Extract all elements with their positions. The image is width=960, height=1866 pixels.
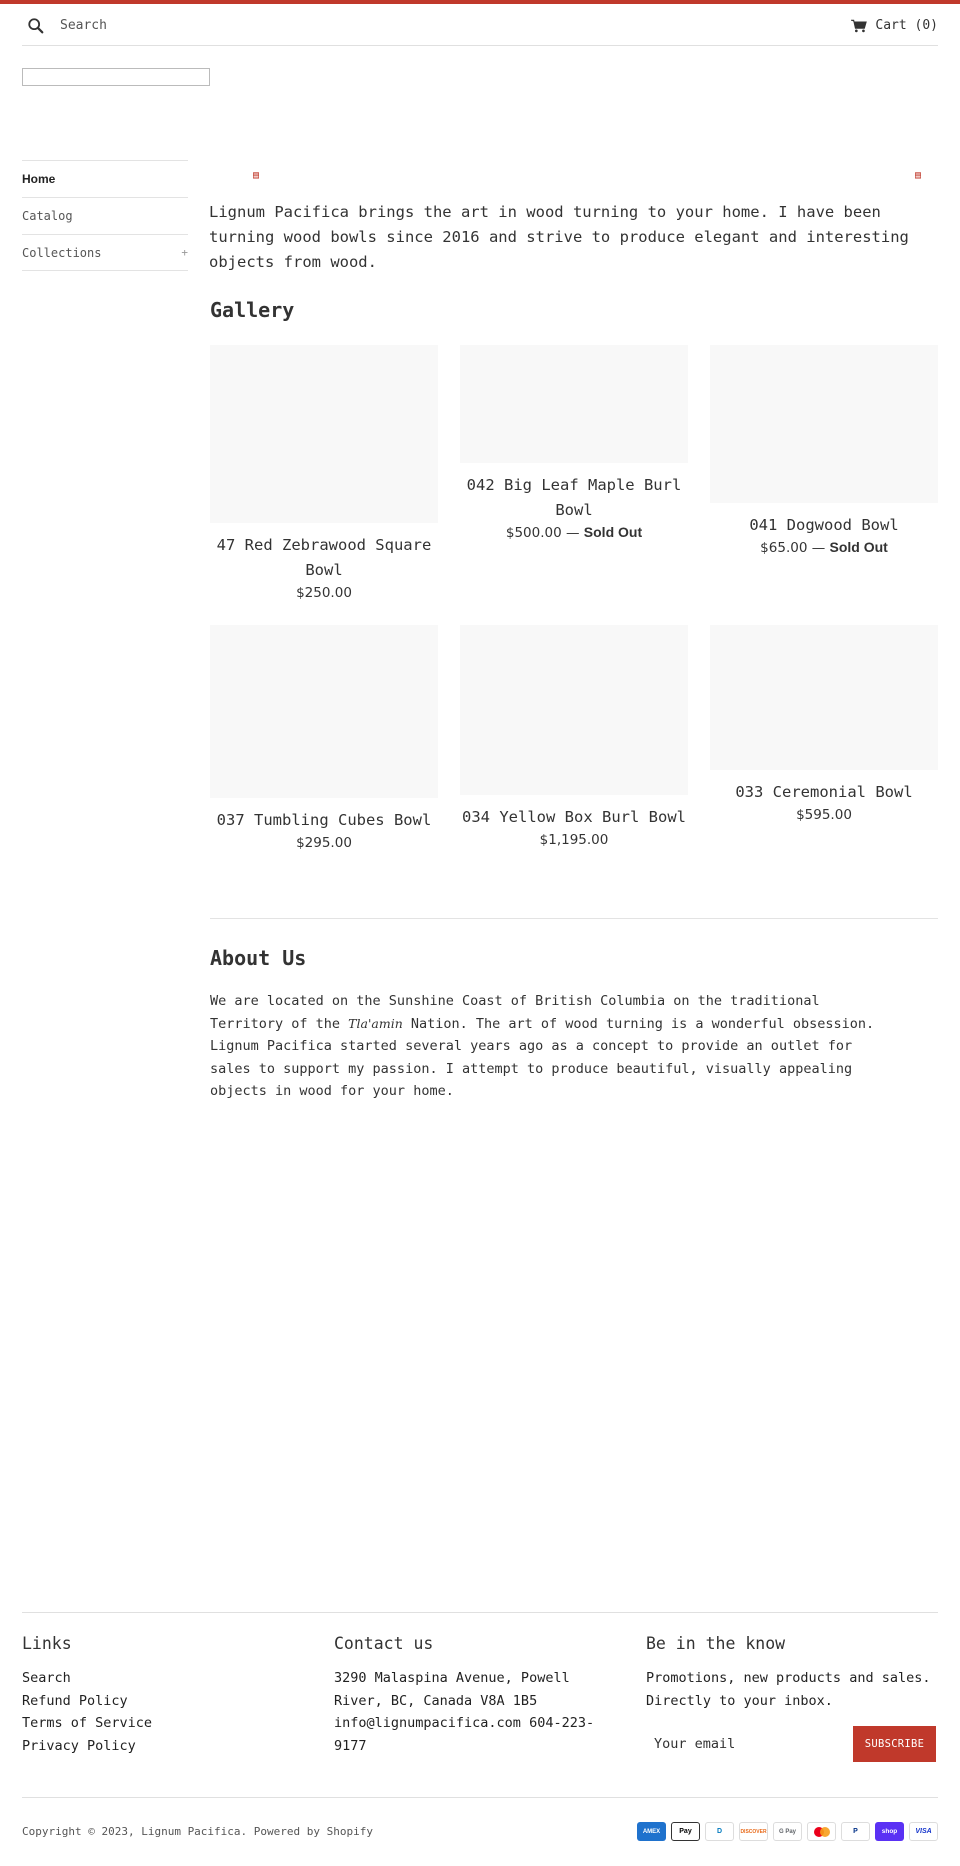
- sold-out-badge: Sold Out: [583, 524, 643, 540]
- product-title[interactable]: 47 Red Zebrawood Square Bowl: [216, 536, 432, 579]
- gallery-title: Gallery: [210, 298, 295, 322]
- product-price: [210, 834, 438, 851]
- price-value: $295.00: [296, 835, 352, 851]
- product-card[interactable]: [210, 625, 438, 851]
- shop-pay-icon: shop: [875, 1822, 904, 1841]
- about-text-part: We are located on the Sunshine Coast of British Columbia on the traditional Territory of the: [210, 993, 820, 1032]
- product-image[interactable]: [210, 345, 438, 523]
- mastercard-logo: [812, 1826, 832, 1838]
- footer-link-terms-of-service[interactable]: Terms of Service: [22, 1715, 153, 1731]
- product-title[interactable]: 041 Dogwood Bowl: [749, 516, 899, 534]
- product-card[interactable]: [710, 345, 938, 556]
- product-title[interactable]: 034 Yellow Box Burl Bowl: [462, 808, 686, 826]
- sidebar-item-label: Home: [22, 172, 56, 186]
- newsletter-text: Promotions, new products and sales. Directly to your inbox.: [646, 1670, 931, 1709]
- email-input[interactable]: [646, 1726, 852, 1762]
- sidebar-nav: [22, 160, 188, 271]
- product-card[interactable]: [460, 345, 688, 541]
- apple-pay-icon: Pay: [671, 1822, 700, 1841]
- footer-newsletter-title: Be in the know: [646, 1634, 786, 1653]
- footer-links: [22, 1634, 302, 1757]
- footer-contact-title: Contact us: [334, 1634, 434, 1653]
- product-card[interactable]: [460, 625, 688, 848]
- price-value: $595.00: [796, 807, 852, 823]
- mastercard-icon: [807, 1822, 836, 1841]
- contact-details: 3290 Malaspina Avenue, Powell River, BC, Canada V8A 1B5 info@lignumpacifica.com 604-223-9177: [334, 1670, 595, 1754]
- newsletter-form: [646, 1726, 938, 1762]
- amex-icon: AMEX: [637, 1822, 666, 1841]
- product-price: [460, 524, 688, 541]
- product-image[interactable]: [460, 345, 688, 463]
- header: [22, 4, 938, 46]
- price-value: $1,195.00: [539, 832, 609, 848]
- price-value: $250.00: [296, 585, 352, 601]
- sidebar-item-label: Collections: [22, 245, 102, 260]
- google-pay-icon: G Pay: [773, 1822, 802, 1841]
- product-price: [710, 806, 938, 823]
- footer-divider: [22, 1612, 938, 1613]
- about-text-part: Nation. The art of wood turning is a wonderful obsession. Lignum Pacifica started several years ago as a concept to provide an outlet for sales to support my passion. I attempt to produce beautiful, visually appealing objects in wood for your home.: [210, 1015, 875, 1099]
- cart-icon: [851, 19, 867, 33]
- footer-link-refund-policy[interactable]: Refund Policy: [22, 1692, 128, 1709]
- subscribe-button[interactable]: SUBSCRIBE: [853, 1726, 936, 1762]
- search-icon[interactable]: [27, 17, 45, 35]
- sidebar-item-catalog[interactable]: [22, 197, 188, 234]
- main-content: [209, 160, 938, 1099]
- product-image[interactable]: [710, 345, 938, 503]
- product-price: [710, 539, 938, 556]
- footer-newsletter: [646, 1634, 938, 1712]
- copyright: Copyright © 2023, Lignum Pacifica. Powered by Shopify: [22, 1825, 373, 1838]
- product-image[interactable]: [210, 625, 438, 798]
- paypal-icon: P: [841, 1822, 870, 1841]
- price-value: $500.00 —: [505, 525, 580, 541]
- product-title[interactable]: 037 Tumbling Cubes Bowl: [216, 811, 432, 829]
- product-image[interactable]: [460, 625, 688, 795]
- product-price: [460, 831, 688, 848]
- about-text: [210, 990, 900, 1103]
- footer-links-title: Links: [22, 1634, 72, 1653]
- intro-text: Lignum Pacifica brings the art in wood turning to your home. I have been turning wood bowls since 2016 and strive to produce elegant and interesting objects from wood.: [209, 203, 909, 271]
- footer-link-search[interactable]: Search: [22, 1670, 71, 1686]
- slide-prev-icon[interactable]: ▤: [253, 170, 260, 181]
- product-price: [210, 584, 438, 601]
- discover-icon: DISCOVER: [739, 1822, 768, 1841]
- footer-divider: [22, 1797, 938, 1798]
- about-title: About Us: [210, 946, 307, 970]
- sidebar-item-home[interactable]: [22, 160, 188, 197]
- search-input[interactable]: [60, 12, 360, 38]
- slide-next-icon[interactable]: ▤: [914, 170, 921, 181]
- section-divider: [210, 918, 938, 919]
- product-image[interactable]: [710, 625, 938, 770]
- visa-icon: VISA: [909, 1822, 938, 1841]
- diners-club-icon: D: [705, 1822, 734, 1841]
- product-title[interactable]: 033 Ceremonial Bowl: [735, 783, 913, 801]
- price-value: $65.00 —: [760, 540, 826, 556]
- sold-out-badge: Sold Out: [829, 539, 888, 555]
- cart-link[interactable]: [851, 18, 938, 33]
- product-card[interactable]: [210, 345, 438, 601]
- product-title[interactable]: 042 Big Leaf Maple Burl Bowl: [466, 476, 682, 519]
- payment-icons: [637, 1822, 938, 1841]
- nation-name: Tla'amin: [348, 1015, 403, 1031]
- sidebar-item-label: Catalog: [22, 209, 73, 223]
- slideshow-indicators: [210, 160, 938, 200]
- footer-contact: [334, 1634, 616, 1757]
- product-card[interactable]: [710, 625, 938, 823]
- logo[interactable]: [22, 68, 210, 86]
- sidebar-item-collections[interactable]: [22, 234, 188, 271]
- cart-label: Cart (0): [875, 18, 938, 33]
- footer-link-privacy-policy[interactable]: Privacy Policy: [22, 1737, 136, 1754]
- expand-icon[interactable]: +: [181, 246, 188, 259]
